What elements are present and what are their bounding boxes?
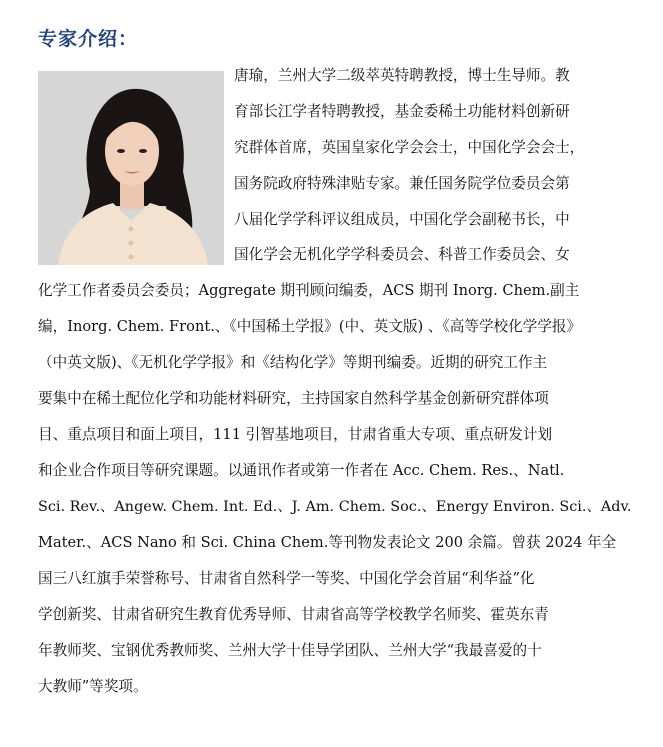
bio-text-line: 目、重点项目和面上项目，111 引智基地项目，甘肃省重大专项、重点研发计划 xyxy=(38,426,553,443)
expert-portrait-photo xyxy=(38,71,224,265)
bio-text-line: 大教师”等奖项。 xyxy=(38,678,148,695)
portrait-illustration xyxy=(38,71,224,265)
section-heading: 专家介绍： xyxy=(38,28,139,50)
bio-text-line: 国化学会无机化学学科委员会、科普工作委员会、女 xyxy=(234,246,570,263)
bio-text-line: 学创新奖、甘肃省研究生教育优秀导师、甘肃省高等学校教学名师奖、霍英东青 xyxy=(38,606,549,623)
bio-text-line: 年教师奖、宝钢优秀教师奖、兰州大学十佳导学团队、兰州大学“我最喜爱的十 xyxy=(38,642,542,659)
bio-text-line: （中英文版)、《无机化学学报》和《结构化学》等期刊编委。近期的研究工作主 xyxy=(38,354,548,371)
bio-text-line: 编，Inorg. Chem. Front.、《中国稀土学报》(中、英文版) 、《高等学校化学学报》 xyxy=(38,318,582,335)
bio-text-line: Mater.、ACS Nano 和 Sci. China Chem.等刊物发表论文 200 余篇。曾获 2024 年全 xyxy=(38,534,617,551)
bio-text-line: 要集中在稀土配位化学和功能材料研究，主持国家自然科学基金创新研究群体项 xyxy=(38,390,549,407)
bio-text-line: 究群体首席，英国皇家化学会会士，中国化学会会士， xyxy=(234,139,585,156)
bio-text-line: 和企业合作项目等研究课题。以通讯作者或第一作者在 Acc. Chem. Res.、Natl. xyxy=(38,462,565,479)
bio-text-line: 化学工作者委员会委员；Aggregate 期刊顾问编委，ACS 期刊 Inorg. Chem.副主 xyxy=(38,282,580,299)
bio-text-line: 国务院政府特殊津贴专家。兼任国务院学位委员会第 xyxy=(234,175,570,192)
bio-text-line: 育部长江学者特聘教授，基金委稀土功能材料创新研 xyxy=(234,103,570,120)
bio-text-line: 八届化学学科评议组成员，中国化学会副秘书长，中 xyxy=(234,211,570,228)
bio-text-line: Sci. Rev.、Angew. Chem. Int. Ed.、J. Am. Chem. Soc.、Energy Environ. Sci.、Adv. xyxy=(38,499,632,515)
bio-text-line: 国三八红旗手荣誉称号、甘肃省自然科学一等奖、中国化学会首届“利华益”化 xyxy=(38,570,535,587)
bio-text-line: 唐瑜，兰州大学二级萃英特聘教授，博士生导师。教 xyxy=(234,67,570,84)
